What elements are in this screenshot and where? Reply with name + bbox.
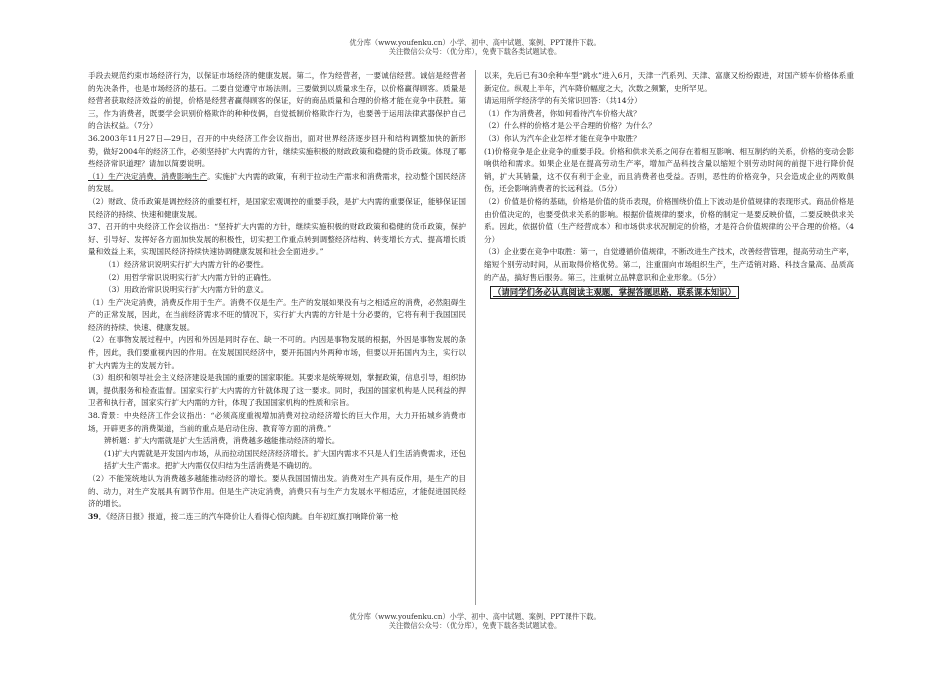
right-column: [484, 70, 854, 606]
question-39-text: 《经济日报》报道，接二连三的汽车降价让人看得心惊肉跳。自年初红旗打响降价第一枪: [106, 511, 399, 521]
header-line-1: 优分库（www.youfenku.cn）小学、初中、高中试题、案例、PPT课件下载。: [349, 38, 601, 47]
study-notice: [490, 286, 739, 299]
answer-36-1-underlined: （1）生产决定消费，消费影响生产: [88, 171, 208, 181]
question-39-number: 39．: [88, 511, 107, 521]
question-38: 38.背景：中央经济工作会议指出：“必须高度重视增加消费对拉动经济增长的巨大作用，大力开拓城乡消费市场，开辟更多的消费渠道，当前的重点是启动住房、教育等方面的消费。”: [88, 411, 466, 433]
page-header: [0, 38, 950, 56]
answer-37-3: （3）组织和领导社会主义经济建设是我国的重要的国家职能。其要求是统筹规划，掌握政策，信息引导，组织协调，提供服务和检查监督。国家实行扩大内需的方针就体现了这一要求。同时，我国的国家机构是人民利益的捍卫者和执行者，国家实行扩大内需的方针，体现了我国国家机构的性质和宗旨。: [88, 373, 466, 408]
header-line-2: 关注微信公众号：（优分库），免费下载各类试题试卷。: [388, 47, 562, 56]
paragraph-continued: 手段去规范约束市场经济行为，以保证市场经济的健康发展。第二，作为经营者，一要诚信经营。诚信是经营者的先决条件，也是市场经济的基石。二要自觉遵守市场法则。三要做到以质量求生存，以价格赢得顾客。质量是经营者获取经济效益的前提，价格是经营者赢得顾客的保证，好的商品质量和合理的价格才能在竞争中获胜。第三，作为消费者，既要学会识别价格欺诈的种种伎俩，自觉抵制价格欺诈行为，也要善于运用法律武器保护自己的合法权益。（7分）: [88, 71, 466, 131]
page-footer: [0, 612, 950, 630]
answer-36-2: （2）财政、货币政策是调控经济的重要杠杆，是国家宏观调控的重要手段，是扩大内需的重要保证，能够保证国民经济的持续、快速和健康发展。: [88, 196, 466, 219]
notice-text: 请同学们务必认真阅读主观题，掌握答题思路，联系课本知识: [501, 287, 728, 298]
answer-39-2: （2）价值是价格的基础，价格是价值的货币表现，价格围绕价值上下波动是价值规律的表现形式。商品价格是由价值决定的，也要受供求关系的影响。根据价值规律的要求，价格的制定一是要反映价值，二要反映供求关系。因此，依据价值（生产经营成本）和市场供求状况制定的价格，才是符合价值规律的公平合理的价格。（4分）: [484, 196, 854, 244]
footer-line-2: 关注微信公众号：（优分库），免费下载各类试题试卷。: [388, 621, 562, 630]
answer-39-3: （3）企业要在竞争中取胜：第一，自觉遵循价值规律，不断改进生产技术，改善经营管理，提高劳动生产率，缩短个别劳动时间，从而取得价格优势。第二，注重面向市场组织生产，生产适销对路、科技含量高、品质高的产品，搞好售后服务。第三，注重树立品牌意识和企业形象。（5分）: [484, 247, 854, 282]
answer-38-2: （2）不能笼统地认为消费越多越能推动经济的增长。要从我国国情出发。消费对生产具有反作用，是生产的目的、动力，对生产发展具有调节作用。但是生产决定消费，消费只有与生产力发展水平相适应，才能促进国民经济的增长。: [88, 474, 466, 509]
notice-open-paren: （: [493, 287, 502, 298]
question-39-ask: 请运用所学经济学的有关常识回答：（共14分）: [484, 96, 642, 106]
question-37: 37、召开的中央经济工作会议指出：“坚持扩大内需的方针，继续实施积极的财政政策和稳健的货币政策，保护好、引导好、发挥好各方面加快发展的积极性，切实把工作重点转到调整经济结构、转变增长方式、提高增长质量和效益上来，实现国民经济持续快速协调健康发展和社会全面进步。”: [88, 222, 466, 257]
answer-37-2: （2）在事物发展过程中，内因和外因是同时存在、缺一不可的。内因是事物发展的根据，外因是事物发展的条件，因此，我们要重视内因的作用。在发展国民经济中，要开拓国内外两种市场，但要以开拓国内为主，实行以扩大内需为主的发展方针。: [88, 335, 466, 370]
question-37-sub-1: （1）经济常识说明实行扩大内需方针的必要性。: [104, 259, 269, 269]
question-38-prompt: 辨析题：扩大内需就是扩大生活消费，消费越多越能推动经济的增长。: [104, 436, 340, 446]
footer-line-1: 优分库（www.youfenku.cn）小学、初中、高中试题、案例、PPT课件下载。: [349, 612, 601, 621]
answer-37-1: （1）生产决定消费，消费反作用于生产。消费不仅是生产。生产的发展如果没有与之相适应的消费，必然阻碍生产的正常发展，因此，在当前经济需求不旺的情况下，实行扩大内需的方针是十分必要的，它将有利于我国国民经济的持续、快速、健康发展。: [88, 297, 466, 332]
question-39-sub-2: （2）什么样的价格才是公平合理的价格？为什么？: [484, 121, 656, 131]
answer-38-1: (1)扩大内需就是开发国内市场，从而拉动国民经济经济增长。扩大国内需求不只是人们生活消费需求，还包括扩大生产需求。把扩大内需仅仅归结为生活消费是不确切的。: [104, 448, 466, 471]
left-column: [88, 70, 466, 606]
answer-39-1: (1)价格竞争是企业竞争的重要手段。价格和供求关系之间存在着相互影响、相互制约的关系，价格的变动会影响供给和需求。如果企业是在提高劳动生产率，增加产品科技含量以缩短个别劳动时间的前提下进行降价促销，扩大其销量，这不仅有利于企业，而且消费者也受益。否则，恶性的价格竞争，只会造成企业的两败俱伤，还会影响消费者的长远利益。（5分）: [484, 146, 854, 194]
answer-36-1: [88, 171, 466, 196]
question-37-sub-3: （3）用政治常识说明实行扩大内需方针的意义。: [104, 285, 269, 295]
column-divider: [475, 70, 476, 605]
question-39: [88, 511, 466, 524]
question-39-sub-1: （1）作为消费者，你如何看待汽车价格大战？: [484, 108, 641, 118]
question-37-sub-2: （2）用哲学常识说明实行扩大内需方针的正确性。: [104, 272, 276, 282]
question-39-continued: 以来，先后已有30余种车型“跳水”进入6月，天津一汽系列、天津、富康又纷纷跟进，对国产轿车价格体系重新定位。纵观上半年，汽车降价幅度之大，次数之频繁，史所罕见。: [484, 71, 854, 93]
question-39-sub-3: （3）你认为汽车企业怎样才能在竞争中取胜？: [484, 133, 641, 143]
notice-close-paren: ）: [727, 287, 736, 298]
answer-36-1-rest: 。实施扩大内需的政策，有利于拉动生产需求和消费需求，拉动整个国民经济的发展。: [88, 171, 466, 194]
question-36: 36.2003年11月27日—29日，召开的中央经济工作会议指出，面对世界经济逐步回升和结构调整加快的新形势，做好2004年的经济工作，必须坚持扩大内需的方针，继续实施积极的财政政策和稳健的货币政策。体现了哪些经济常识道理？请加以简要说明。: [88, 133, 466, 169]
